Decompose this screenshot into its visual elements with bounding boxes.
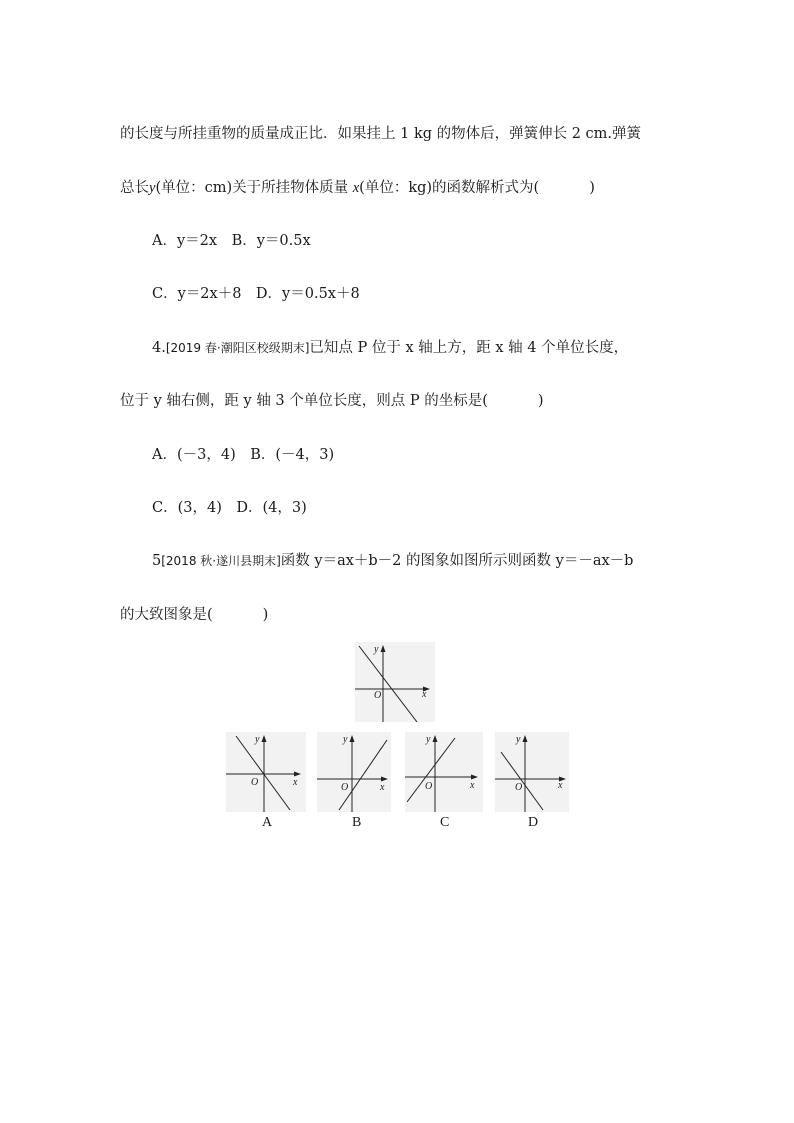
option-d-y-label: y bbox=[516, 734, 521, 745]
q3-options-row-1: A．y＝2x B．y＝0.5x bbox=[152, 233, 311, 249]
option-b-graph[interactable] bbox=[317, 732, 391, 812]
option-c-origin-label: O bbox=[425, 781, 433, 792]
option-a-caption: A bbox=[262, 815, 273, 830]
option-d-origin-label: O bbox=[515, 782, 523, 793]
option-c-y-label: y bbox=[426, 734, 431, 745]
option-d-x-label: x bbox=[558, 780, 563, 791]
option-d-graph[interactable] bbox=[495, 732, 569, 812]
q3-text-a: 总长 bbox=[120, 180, 149, 196]
q4-options-row-2: C．(3，4) D．(4，3) bbox=[152, 500, 307, 516]
q5-number: 5 bbox=[152, 553, 162, 569]
q4-number: 4. bbox=[152, 340, 166, 356]
option-b-x-label: x bbox=[380, 782, 385, 793]
option-a-graph[interactable] bbox=[226, 732, 306, 812]
q5-text-line-1 bbox=[152, 551, 633, 571]
q4-options-row-1: A．(－3，4) B．(－4，3) bbox=[152, 447, 335, 463]
q3-var-x: x bbox=[352, 180, 360, 196]
q5-source: [2018 秋·遂川县期末] bbox=[161, 554, 281, 568]
q3-options-row-2: C．y＝2x＋8 D．y＝0.5x＋8 bbox=[152, 286, 360, 302]
option-c-x-label: x bbox=[470, 780, 475, 791]
q4-text-a: 已知点 P 位于 x 轴上方，距 x 轴 4 个单位长度， bbox=[309, 340, 629, 356]
q4-text-b: 位于 y 轴右侧，距 y 轴 3 个单位长度，则点 P 的坐标是( bbox=[120, 393, 488, 409]
q3-text-line-2 bbox=[120, 178, 595, 198]
option-a-origin-label: O bbox=[251, 777, 259, 788]
option-a-x-label: x bbox=[293, 777, 298, 788]
q4-text-line-2 bbox=[120, 391, 544, 411]
q5-text-b: 的大致图象是( bbox=[120, 607, 213, 623]
q4-text-line-1 bbox=[152, 338, 628, 358]
q3-text-c: (单位：kg)的函数解析式为( bbox=[359, 180, 540, 196]
q5-text-a: 函数 y＝ax＋b－2 的图象如图所示则函数 y＝－ax－b bbox=[280, 553, 634, 569]
option-a-y-label: y bbox=[255, 734, 260, 745]
graph-x-label: x bbox=[422, 689, 427, 700]
q4-source: [2019 春·潮阳区校级期末] bbox=[165, 341, 310, 355]
q5-text-line-2 bbox=[120, 605, 268, 625]
q3-var-y: y bbox=[149, 180, 156, 196]
option-b-origin-label: O bbox=[341, 782, 349, 793]
option-d-caption: D bbox=[528, 815, 539, 830]
q3-text-line-1: 的长度与所挂重物的质量成正比．如果挂上 1 kg 的物体后，弹簧伸长 2 cm.弹簧 bbox=[120, 126, 642, 142]
q5-given-graph bbox=[355, 642, 435, 722]
q3-text-b: (单位：cm)关于所挂物体质量 bbox=[155, 180, 349, 196]
option-c-caption: C bbox=[440, 815, 450, 830]
option-b-y-label: y bbox=[343, 734, 348, 745]
option-b-caption: B bbox=[352, 815, 362, 830]
q5-close-paren: ) bbox=[262, 607, 269, 623]
graph-y-label: y bbox=[374, 644, 379, 655]
graph-origin-label: O bbox=[374, 690, 382, 701]
option-c-graph[interactable] bbox=[405, 732, 483, 812]
q4-close-paren: ) bbox=[537, 393, 544, 409]
q3-close-paren: ) bbox=[589, 180, 595, 196]
